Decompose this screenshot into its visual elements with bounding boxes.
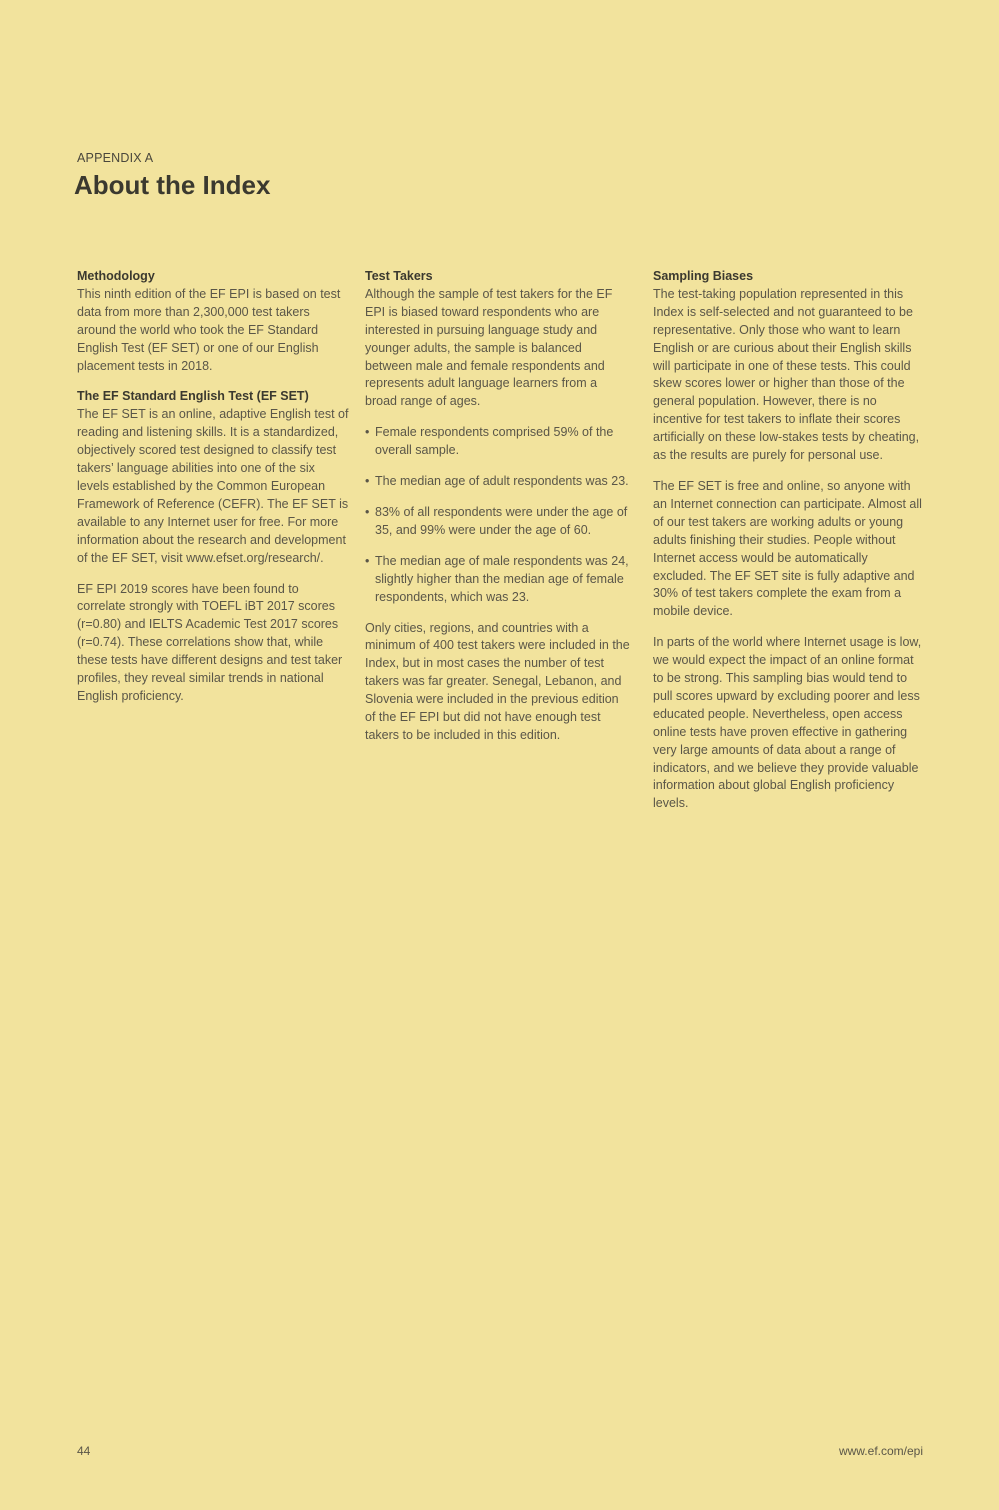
column-sampling-biases — [653, 268, 923, 826]
test-takers-heading: Test Takers — [365, 269, 433, 283]
test-takers-bullet-list — [365, 424, 630, 606]
sampling-biases-paragraph-1: The test-taking population represented in this Index is self-selected and not guaranteed to be representative. Only those who want to learn English or are curious about their English skills will participate in one of these tests. This could skew scores lower or higher than those of the general population. However, there is no incentive for test takers to inflate their scores artificially on these low-stakes tests by cheating, as the results are purely for personal use. — [653, 286, 920, 463]
test-takers-intro: Although the sample of test takers for the EF EPI is biased toward respondents who are interested in pursuing language study and younger adults, the sample is balanced between male and female respondents and represents adult language learners from a broad range of ages. — [365, 286, 613, 409]
methodology-text: This ninth edition of the EF EPI is based on test data from more than 2,300,000 test takers around the world who took the EF Standard English Test (EF SET) or one of our English placement tests in 2018. — [77, 286, 341, 373]
sampling-biases-paragraph-3: In parts of the world where Internet usage is low, we would expect the impact of an online format to be strong. This sampling bias would tend to pull scores upward by excluding poorer and less educated people. Nevertheless, open access online tests have proven effective in gathering very large amounts of data about a range of indicators, and we believe they provide valuable information about global English proficiency levels. — [653, 635, 922, 811]
efset-text: The EF SET is an online, adaptive English test of reading and listening skills. It is a standardized, objectively scored test designed to classify test takers’ language abilities into one of the six levels established by the Common European Framework of Reference (CEFR). The EF SET is available to any Internet user for free. For more information about the research and development of the EF SET, visit www.efset.org/research/. — [77, 407, 349, 565]
column-methodology — [77, 268, 349, 719]
correlation-text: EF EPI 2019 scores have been found to correlate strongly with TOEFL iBT 2017 scores (r=0.80) and IELTS Academic Test 2017 scores (r=0.74). These correlations show that, while these tests have different designs and test taker profiles, they reveal similar trends in national English proficiency. — [77, 581, 343, 703]
page-title: About the Index — [74, 170, 271, 200]
list-item: • The median age of male respondents was 24, slightly higher than the median age of female respondents, which was 23. — [365, 553, 630, 607]
list-item: • 83% of all respondents were under the age of 35, and 99% were under the age of 60. — [365, 504, 630, 540]
section-eyebrow: APPENDIX A — [77, 151, 154, 165]
column-test-takers — [365, 268, 630, 758]
footer-url: www.ef.com/epi — [838, 1444, 923, 1458]
sampling-biases-heading: Sampling Biases — [653, 269, 754, 283]
list-item: • The median age of adult respondents was 23. — [365, 473, 630, 491]
efset-heading: The EF Standard English Test (EF SET) — [77, 389, 309, 404]
test-takers-closing: Only cities, regions, and countries with a minimum of 400 test takers were included in the Index, but in most cases the number of test takers was far greater. Senegal, Lebanon, and Slovenia were included in the previous edition of the EF EPI but did not have enough test takers to be included in this edition. — [365, 620, 630, 742]
page-number: 44 — [77, 1444, 91, 1458]
methodology-heading: Methodology — [77, 269, 155, 283]
list-item: • Female respondents comprised 59% of the overall sample. — [365, 424, 630, 460]
sampling-biases-paragraph-2: The EF SET is free and online, so anyone with an Internet connection can participate. Almost all of our test takers are working adults or young adults finishing their studies. People without Internet access would be automatically excluded. The EF SET site is fully adaptive and 30% of test takers complete the exam from a mobile device. — [653, 478, 922, 619]
